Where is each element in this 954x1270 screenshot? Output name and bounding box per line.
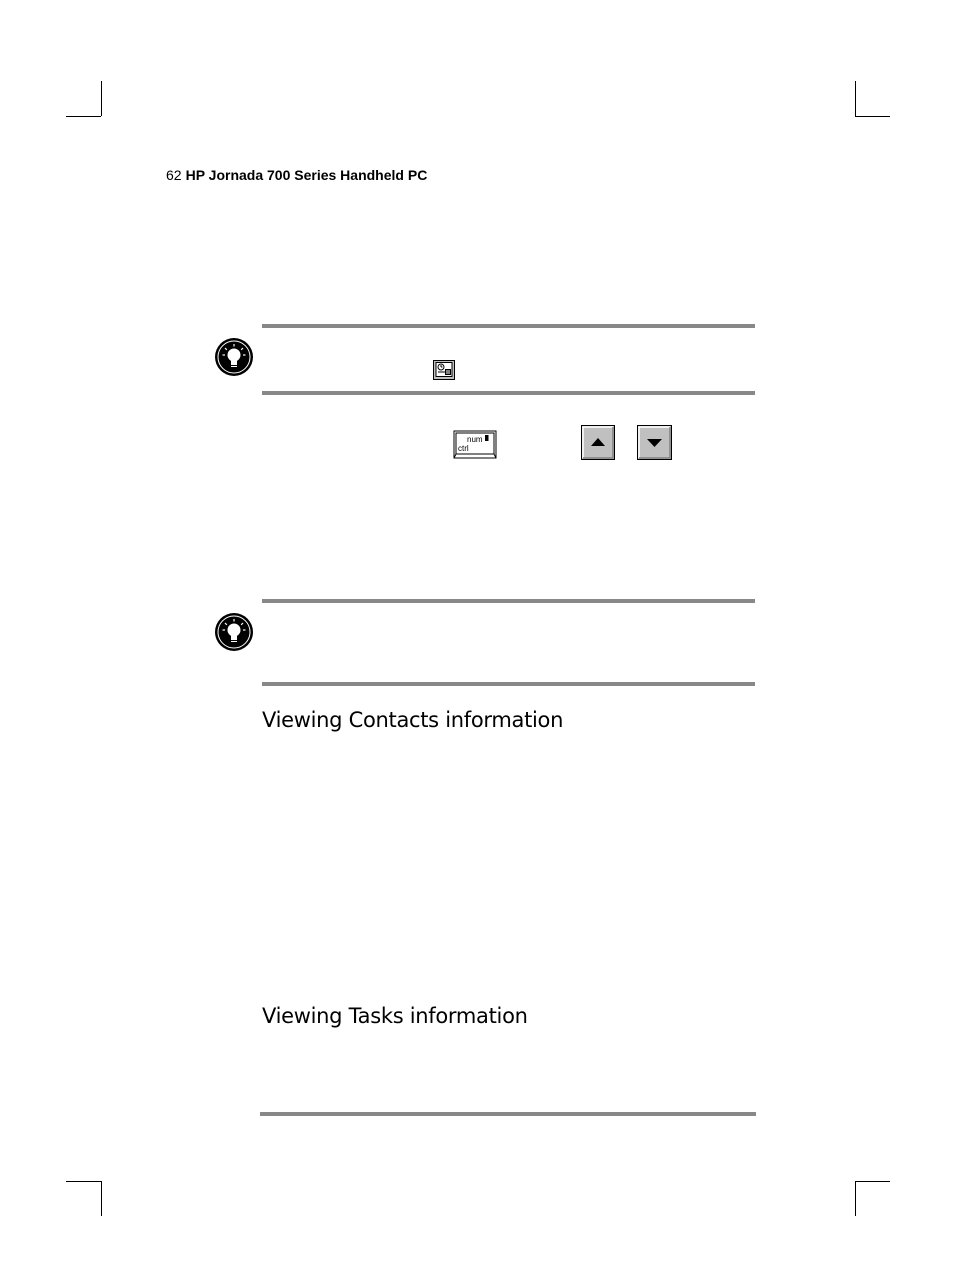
lightbulb-tip-icon xyxy=(214,612,254,652)
num-ctrl-key-icon xyxy=(453,430,497,459)
crop-mark xyxy=(855,1181,856,1216)
crop-mark xyxy=(101,81,102,116)
lightbulb-tip-icon xyxy=(214,337,254,377)
crop-mark xyxy=(101,1181,102,1216)
tip-bottom-rule xyxy=(262,391,755,395)
bottom-rule xyxy=(260,1112,756,1116)
ctrl-label: ctrl xyxy=(458,444,469,453)
section-heading-tasks: Viewing Tasks information xyxy=(262,1004,528,1028)
down-arrow-button-icon xyxy=(637,425,672,460)
tip-top-rule xyxy=(262,599,755,603)
book-title: HP Jornada 700 Series Handheld PC xyxy=(185,167,428,183)
crop-mark xyxy=(855,116,890,117)
crop-mark xyxy=(855,1181,890,1182)
crop-mark xyxy=(66,1181,101,1182)
running-header xyxy=(166,166,427,184)
calendar-toolbar-icon xyxy=(433,360,455,380)
up-arrow-button-icon xyxy=(581,425,615,460)
crop-mark xyxy=(855,81,856,116)
page-number: 62 xyxy=(166,167,182,183)
crop-mark xyxy=(66,116,101,117)
tip-bottom-rule xyxy=(262,682,755,686)
tip-top-rule xyxy=(262,324,755,328)
section-heading-contacts: Viewing Contacts information xyxy=(262,708,564,732)
num-label: num xyxy=(467,435,483,444)
